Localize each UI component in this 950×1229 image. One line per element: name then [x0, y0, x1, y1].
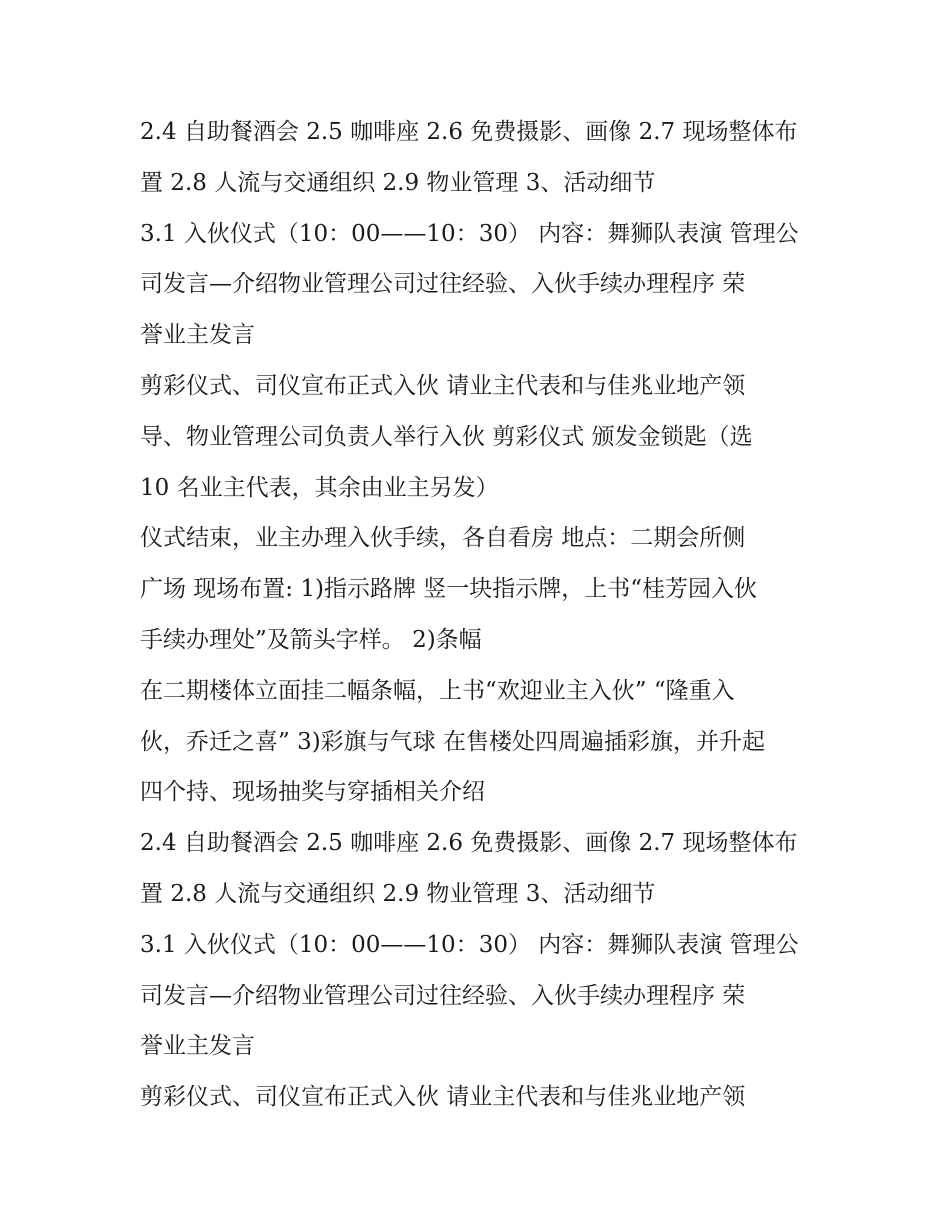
text-line: 2.4 自助餐酒会 2.5 咖啡座 2.6 免费摄影、画像 2.7 现场整体布: [140, 830, 798, 857]
text-line: 广场 现场布置: 1)指示路牌 竖一块指示牌，上书“桂芳园入伙: [140, 576, 758, 603]
text-line: 伙，乔迁之喜” 3)彩旗与气球 在售楼处四周遍插彩旗，并升起: [140, 728, 765, 755]
text-line: 誉业主发言: [140, 1033, 255, 1060]
text-line: 剪彩仪式、司仪宣布正式入伙 请业主代表和与佳兆业地产领: [140, 1084, 746, 1111]
document-body: [140, 107, 820, 1123]
text-line: 誉业主发言: [140, 322, 255, 349]
text-line: 在二期楼体立面挂二幅条幅，上书“欢迎业主入伙” “隆重入: [140, 677, 735, 704]
text-line: 四个持、现场抽奖与穿插相关介绍: [140, 779, 485, 806]
text-line: 剪彩仪式、司仪宣布正式入伙 请业主代表和与佳兆业地产领: [140, 372, 746, 399]
text-line: 导、物业管理公司负责人举行入伙 剪彩仪式 颁发金锁匙（选: [140, 423, 753, 450]
text-line: 10 名业主代表，其余由业主另发）: [140, 474, 499, 501]
text-line: 司发言—介绍物业管理公司过往经验、入伙手续办理程序 荣: [140, 982, 746, 1009]
text-line: 置 2.8 人流与交通组织 2.9 物业管理 3、活动细节: [140, 169, 656, 196]
text-line: 置 2.8 人流与交通组织 2.9 物业管理 3、活动细节: [140, 880, 656, 907]
text-line: 仪式结束，业主办理入伙手续，各自看房 地点：二期会所侧: [140, 525, 746, 552]
text-line: 司发言—介绍物业管理公司过往经验、入伙手续办理程序 荣: [140, 271, 746, 298]
text-line: 3.1 入伙仪式（10：00——10：30） 内容：舞狮队表演 管理公: [140, 931, 799, 958]
text-line: 3.1 入伙仪式（10：00——10：30） 内容：舞狮队表演 管理公: [140, 220, 799, 247]
text-line: 2.4 自助餐酒会 2.5 咖啡座 2.6 免费摄影、画像 2.7 现场整体布: [140, 119, 798, 145]
text-line: 手续办理处”及箭头字样。 2)条幅: [140, 626, 482, 653]
